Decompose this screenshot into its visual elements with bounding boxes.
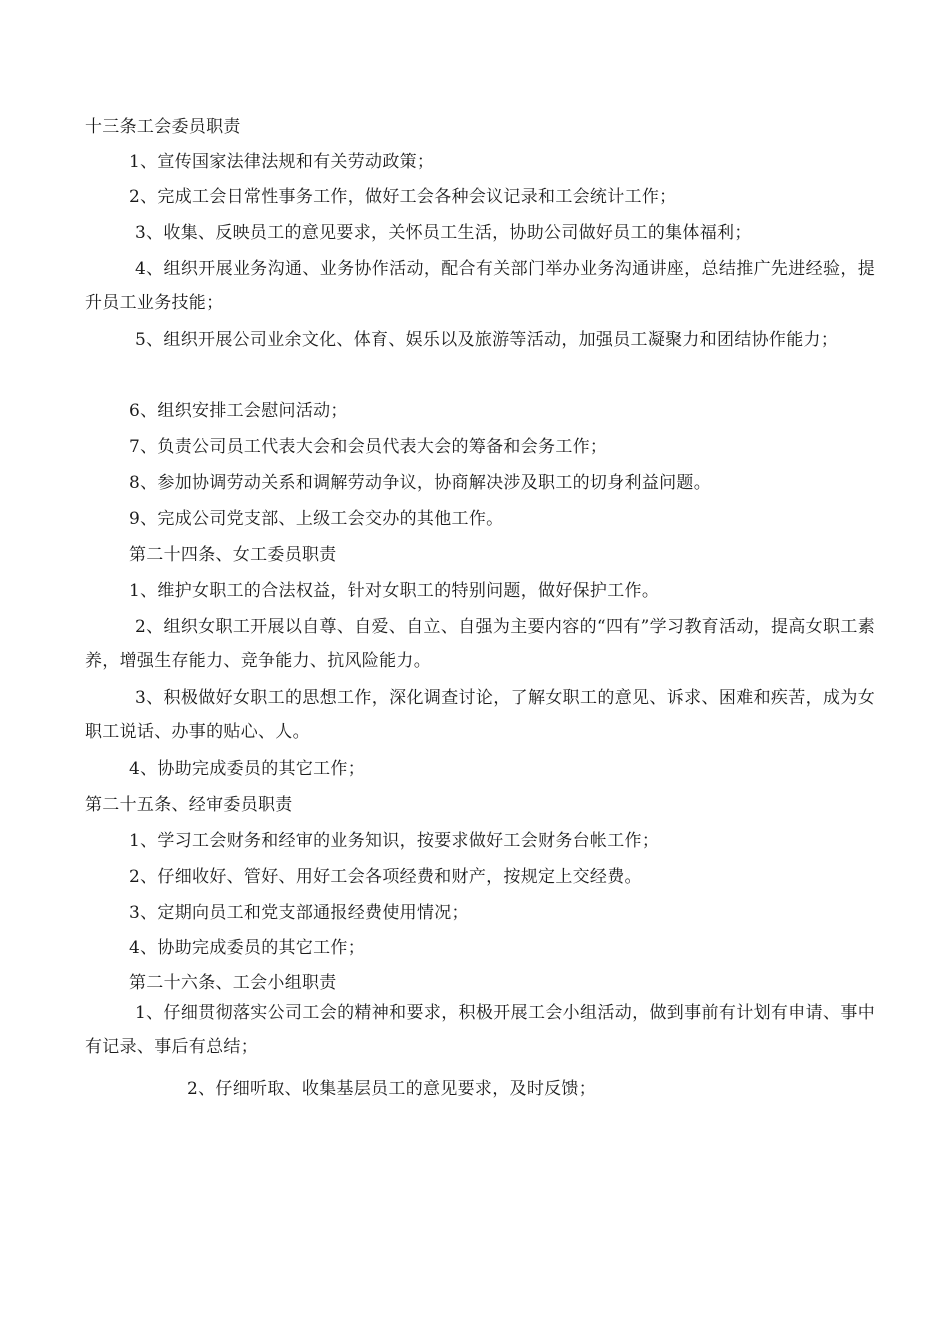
section-heading: 十三条工会委员职责 [85, 117, 241, 137]
paragraph: 1、维护女职工的合法权益，针对女职工的特别问题，做好保护工作。 [129, 581, 660, 601]
paragraph: 3、积极做好女职工的思想工作，深化调查讨论，了解女职工的意见、诉求、困难和疾苦，成为女职工说话、办事的贴心、人。 [85, 688, 875, 742]
paragraph: 5、组织开展公司业余文化、体育、娱乐以及旅游等活动，加强员工凝聚力和团结协作能力； [135, 330, 839, 350]
paragraph: 8、参加协调劳动关系和调解劳动争议，协商解决涉及职工的切身利益问题。 [129, 473, 712, 493]
paragraph: 2、组织女职工开展以自尊、自爱、自立、自强为主要内容的“四有”学习教育活动，提高女职工素养，增强生存能力、竞争能力、抗风险能力。 [85, 617, 875, 671]
paragraph: 1、宣传国家法律法规和有关劳动政策； [129, 152, 435, 172]
paragraph: 6、组织安排工会慰问活动； [129, 401, 348, 421]
paragraph: 2、仔细收好、管好、用好工会各项经费和财产，按规定上交经费。 [129, 867, 642, 887]
paragraph: 3、定期向员工和党支部通报经费使用情况； [129, 903, 469, 923]
paragraph: 9、完成公司党支部、上级工会交办的其他工作。 [129, 509, 504, 529]
paragraph: 1、学习工会财务和经审的业务知识，按要求做好工会财务台帐工作； [129, 831, 660, 851]
section-heading: 第二十四条、女工委员职责 [129, 545, 337, 565]
paragraph: 4、组织开展业务沟通、业务协作活动，配合有关部门举办业务沟通讲座，总结推广先进经验，提升员工业务技能； [85, 259, 875, 313]
paragraph: 2、完成工会日常性事务工作，做好工会各种会议记录和工会统计工作； [129, 187, 677, 207]
paragraph: 4、协助完成委员的其它工作； [129, 938, 366, 958]
paragraph: 7、负责公司员工代表大会和会员代表大会的筹备和会务工作； [129, 437, 608, 457]
paragraph: 3、收集、反映员工的意见要求，关怀员工生活，协助公司做好员工的集体福利； [135, 223, 752, 243]
paragraph: 4、协助完成委员的其它工作； [129, 759, 366, 779]
section-heading: 第二十六条、工会小组职责 [129, 973, 337, 993]
paragraph: 2、仔细听取、收集基层员工的意见要求，及时反馈； [187, 1079, 597, 1099]
paragraph: 1、仔细贯彻落实公司工会的精神和要求，积极开展工会小组活动，做到事前有计划有申请、事中有记录、事后有总结； [85, 1003, 875, 1057]
section-heading: 第二十五条、经审委员职责 [85, 795, 293, 815]
